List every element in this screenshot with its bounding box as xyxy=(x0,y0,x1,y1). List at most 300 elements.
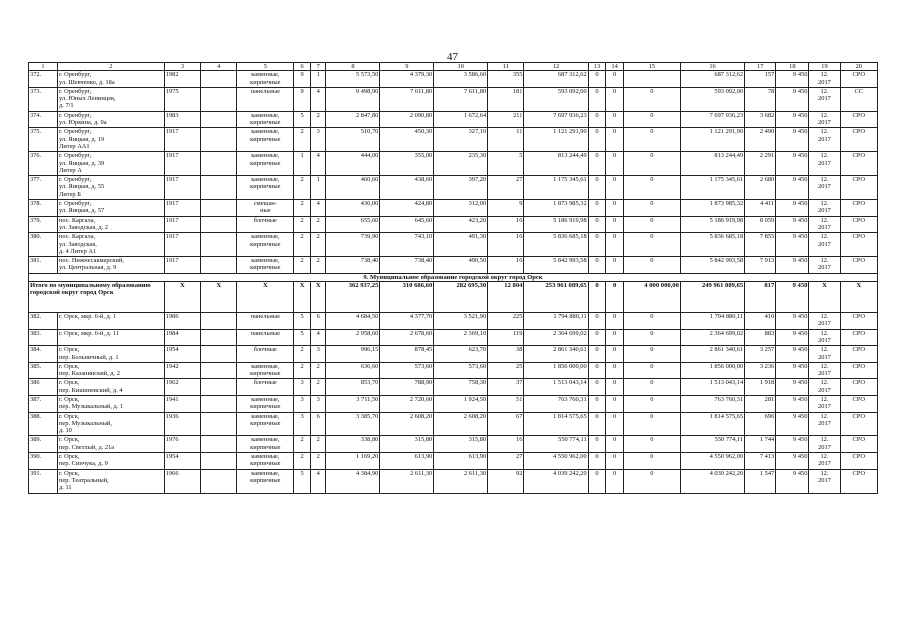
c11-cell: 27 xyxy=(488,453,524,470)
c8-cell: 4 684,50 xyxy=(326,313,380,330)
section-title: 9. Муниципальное образование городской округ город Орск xyxy=(29,273,878,281)
row-number-cell: 372. xyxy=(29,71,58,88)
deadline-cell: 12. 2017 xyxy=(809,216,840,233)
column-number-cell: 16 xyxy=(680,63,744,71)
c17-cell: 696 xyxy=(745,412,776,436)
c15-cell: 0 xyxy=(623,128,680,152)
c11-cell: 5 xyxy=(488,152,524,176)
wall-material-cell: блочные xyxy=(237,216,294,233)
c16-cell: 1 121 291,90 xyxy=(680,128,744,152)
c13-cell: 0 xyxy=(588,329,606,346)
col4-cell xyxy=(201,362,237,379)
table-row xyxy=(29,395,878,412)
c14-cell: 0 xyxy=(606,128,624,152)
c17-cell: 7 913 xyxy=(745,257,776,274)
deadline-cell: 12. 2017 xyxy=(809,111,840,128)
deadline-cell: 12. 2017 xyxy=(809,436,840,453)
table-row xyxy=(29,216,878,233)
wall-material-cell: панельные xyxy=(237,329,294,346)
column-number-cell: 9 xyxy=(380,63,434,71)
deadline-cell: 12. 2017 xyxy=(809,71,840,88)
c18-cell: 9 450 xyxy=(776,216,809,233)
c18-cell: 9 450 xyxy=(776,469,809,493)
c17-cell: 78 xyxy=(745,87,776,111)
c6-cell: 9 xyxy=(294,87,311,111)
c16-cell: 1 175 345,61 xyxy=(680,176,744,200)
c15-cell: 0 xyxy=(623,436,680,453)
c13-cell: 0 xyxy=(588,152,606,176)
method-cell: СРО xyxy=(840,412,877,436)
c16-cell: 1 513 043,14 xyxy=(680,379,744,396)
row-number-cell: 375. xyxy=(29,128,58,152)
c10-cell: 7 611,80 xyxy=(434,87,488,111)
col4-cell xyxy=(201,395,237,412)
c13-cell: 0 xyxy=(588,436,606,453)
table-row xyxy=(29,379,878,396)
table-row xyxy=(29,233,878,257)
c8-cell: 738,40 xyxy=(326,257,380,274)
c8-cell: 436,00 xyxy=(326,200,380,217)
c17-cell: 281 xyxy=(745,395,776,412)
address-cell: пос. Каргала, ул. Заводская, д. 2 xyxy=(58,216,165,233)
c18-cell: 9 450 xyxy=(776,313,809,330)
c10-cell: 327,10 xyxy=(434,128,488,152)
table-row xyxy=(29,329,878,346)
c11-cell: 16 xyxy=(488,257,524,274)
c11-cell: 16 xyxy=(488,216,524,233)
c16-cell: 5 186 919,98 xyxy=(680,216,744,233)
method-cell: СРО xyxy=(840,379,877,396)
c12-cell: 1 513 043,14 xyxy=(524,379,588,396)
c18-cell: 9 450 xyxy=(776,257,809,274)
total-c18: 9 450 xyxy=(776,282,809,313)
col4-cell xyxy=(201,379,237,396)
column-number-cell: 14 xyxy=(606,63,624,71)
column-number-cell: 13 xyxy=(588,63,606,71)
c12-cell: 813 244,49 xyxy=(524,152,588,176)
c6-cell: 2 xyxy=(294,176,311,200)
year-cell: 1917 xyxy=(164,152,200,176)
table-row xyxy=(29,128,878,152)
c8-cell: 996,15 xyxy=(326,346,380,363)
table-row xyxy=(29,152,878,176)
c17-cell: 3 257 xyxy=(745,346,776,363)
c15-cell: 0 xyxy=(623,313,680,330)
total-label: Итого по муниципальному образованию городской округ город Орск xyxy=(29,282,165,313)
column-number-row xyxy=(29,63,878,71)
c17-cell: 3 236 xyxy=(745,362,776,379)
deadline-cell: 12. 2017 xyxy=(809,233,840,257)
total-c6: X xyxy=(294,282,311,313)
method-cell: СРО xyxy=(840,257,877,274)
c7-cell: 2 xyxy=(310,233,326,257)
address-cell: г. Оренбург, ул. Юркина, д. 9а xyxy=(58,111,165,128)
column-number-cell: 4 xyxy=(201,63,237,71)
method-cell: СРО xyxy=(840,128,877,152)
year-cell: 1984 xyxy=(164,329,200,346)
c16-cell: 2 861 340,61 xyxy=(680,346,744,363)
c6-cell: 3 xyxy=(294,379,311,396)
c14-cell: 0 xyxy=(606,412,624,436)
row-number-cell: 376. xyxy=(29,152,58,176)
wall-material-cell: каменные, кирпичные xyxy=(237,176,294,200)
c17-cell: 8 059 xyxy=(745,216,776,233)
c8-cell: 853,70 xyxy=(326,379,380,396)
deadline-cell: 12. 2017 xyxy=(809,128,840,152)
c10-cell: 423,20 xyxy=(434,216,488,233)
address-cell: г. Орск, мкр. 6-й, д. 11 xyxy=(58,329,165,346)
method-cell: СРО xyxy=(840,329,877,346)
c10-cell: 235,30 xyxy=(434,152,488,176)
total-c12: 253 961 089,65 xyxy=(524,282,588,313)
row-number-cell: 385. xyxy=(29,362,58,379)
c10-cell: 490,50 xyxy=(434,257,488,274)
year-cell: 1942 xyxy=(164,362,200,379)
year-cell: 1917 xyxy=(164,200,200,217)
c12-cell: 5 186 919,98 xyxy=(524,216,588,233)
row-number-cell: 377. xyxy=(29,176,58,200)
method-cell: СРО xyxy=(840,71,877,88)
c7-cell: 3 xyxy=(310,128,326,152)
row-number-cell: 384. xyxy=(29,346,58,363)
c10-cell: 573,60 xyxy=(434,362,488,379)
total-c19: X xyxy=(809,282,840,313)
total-c7: X xyxy=(310,282,326,313)
c6-cell: 2 xyxy=(294,257,311,274)
year-cell: 1966 xyxy=(164,469,200,493)
c15-cell: 0 xyxy=(623,216,680,233)
section-title-row xyxy=(29,273,878,281)
c7-cell: 4 xyxy=(310,469,326,493)
c8-cell: 636,60 xyxy=(326,362,380,379)
col4-cell xyxy=(201,469,237,493)
c7-cell: 4 xyxy=(310,329,326,346)
c10-cell: 758,30 xyxy=(434,379,488,396)
c13-cell: 0 xyxy=(588,71,606,88)
c8-cell: 3 711,50 xyxy=(326,395,380,412)
row-number-cell: 386 xyxy=(29,379,58,396)
table-row xyxy=(29,346,878,363)
c8-cell: 3 385,70 xyxy=(326,412,380,436)
c13-cell: 0 xyxy=(588,346,606,363)
c16-cell: 5 842 993,58 xyxy=(680,257,744,274)
deadline-cell: 12. 2017 xyxy=(809,176,840,200)
c15-cell: 0 xyxy=(623,379,680,396)
c16-cell: 5 836 685,18 xyxy=(680,233,744,257)
column-number-cell: 11 xyxy=(488,63,524,71)
year-cell: 1917 xyxy=(164,257,200,274)
c8-cell: 5 573,50 xyxy=(326,71,380,88)
c9-cell: 424,80 xyxy=(380,200,434,217)
year-cell: 1917 xyxy=(164,216,200,233)
c7-cell: 2 xyxy=(310,379,326,396)
row-number-cell: 383. xyxy=(29,329,58,346)
wall-material-cell: блочные xyxy=(237,346,294,363)
c12-cell: 5 836 685,18 xyxy=(524,233,588,257)
table-row xyxy=(29,469,878,493)
c7-cell: 4 xyxy=(310,200,326,217)
year-cell: 1954 xyxy=(164,346,200,363)
c13-cell: 0 xyxy=(588,200,606,217)
c7-cell: 2 xyxy=(310,362,326,379)
table-row xyxy=(29,200,878,217)
c7-cell: 2 xyxy=(310,111,326,128)
page-number: 47 xyxy=(447,51,458,63)
address-cell: г. Орск, мкр. 6-й, д. 1 xyxy=(58,313,165,330)
c14-cell: 0 xyxy=(606,395,624,412)
year-cell: 1982 xyxy=(164,71,200,88)
c11-cell: 211 xyxy=(488,111,524,128)
year-cell: 1936 xyxy=(164,412,200,436)
c14-cell: 0 xyxy=(606,436,624,453)
column-number-cell: 2 xyxy=(58,63,165,71)
column-number-cell: 18 xyxy=(776,63,809,71)
deadline-cell: 12. 2017 xyxy=(809,412,840,436)
wall-material-cell: каменные, кирпичные xyxy=(237,71,294,88)
c6-cell: 5 xyxy=(294,111,311,128)
c9-cell: 743,10 xyxy=(380,233,434,257)
c12-cell: 4 550 962,00 xyxy=(524,453,588,470)
c6-cell: 5 xyxy=(294,329,311,346)
c7-cell: 3 xyxy=(310,395,326,412)
c13-cell: 0 xyxy=(588,111,606,128)
method-cell: СРО xyxy=(840,453,877,470)
row-number-cell: 373. xyxy=(29,87,58,111)
c12-cell: 1 121 291,90 xyxy=(524,128,588,152)
c9-cell: 315,80 xyxy=(380,436,434,453)
total-c5: X xyxy=(237,282,294,313)
deadline-cell: 12. 2017 xyxy=(809,379,840,396)
col4-cell xyxy=(201,412,237,436)
wall-material-cell: каменные, кирпичные xyxy=(237,152,294,176)
c15-cell: 0 xyxy=(623,111,680,128)
c6-cell: 2 xyxy=(294,453,311,470)
c12-cell: 1 814 575,65 xyxy=(524,412,588,436)
c17-cell: 883 xyxy=(745,329,776,346)
c6-cell: 5 xyxy=(294,469,311,493)
c14-cell: 0 xyxy=(606,152,624,176)
c9-cell: 7 611,80 xyxy=(380,87,434,111)
c14-cell: 0 xyxy=(606,257,624,274)
c10-cell: 397,20 xyxy=(434,176,488,200)
c14-cell: 0 xyxy=(606,200,624,217)
c14-cell: 0 xyxy=(606,346,624,363)
c16-cell: 813 244,49 xyxy=(680,152,744,176)
c15-cell: 0 xyxy=(623,200,680,217)
col4-cell xyxy=(201,346,237,363)
wall-material-cell: каменные, кирпичные xyxy=(237,412,294,436)
row-number-cell: 387. xyxy=(29,395,58,412)
total-c17: 817 xyxy=(745,282,776,313)
c16-cell: 7 697 936,23 xyxy=(680,111,744,128)
c15-cell: 0 xyxy=(623,329,680,346)
c14-cell: 0 xyxy=(606,379,624,396)
wall-material-cell: каменные, кирпичные xyxy=(237,469,294,493)
column-number-cell: 8 xyxy=(326,63,380,71)
column-number-cell: 15 xyxy=(623,63,680,71)
c9-cell: 4 377,70 xyxy=(380,313,434,330)
col4-cell xyxy=(201,200,237,217)
total-c16: 249 961 089,65 xyxy=(680,282,744,313)
method-cell: СРО xyxy=(840,469,877,493)
c9-cell: 2 090,80 xyxy=(380,111,434,128)
row-number-cell: 389. xyxy=(29,436,58,453)
c11-cell: 37 xyxy=(488,379,524,396)
c17-cell: 4 411 xyxy=(745,200,776,217)
c7-cell: 6 xyxy=(310,313,326,330)
c15-cell: 0 xyxy=(623,362,680,379)
address-cell: г. Оренбург, ул. Юных Ленинцев, д. 7/1 xyxy=(58,87,165,111)
c9-cell: 450,30 xyxy=(380,128,434,152)
c18-cell: 9 450 xyxy=(776,395,809,412)
column-number-cell: 6 xyxy=(294,63,311,71)
c16-cell: 687 312,62 xyxy=(680,71,744,88)
wall-material-cell: панельные xyxy=(237,313,294,330)
table-row xyxy=(29,313,878,330)
column-number-cell: 19 xyxy=(809,63,840,71)
c13-cell: 0 xyxy=(588,233,606,257)
c18-cell: 9 450 xyxy=(776,200,809,217)
address-cell: г. Орск, пер. Светлый, д. 21а xyxy=(58,436,165,453)
method-cell: СС xyxy=(840,87,877,111)
c15-cell: 0 xyxy=(623,469,680,493)
c13-cell: 0 xyxy=(588,257,606,274)
address-cell: г. Орск, пер. Синчука, д. 9 xyxy=(58,453,165,470)
c7-cell: 2 xyxy=(310,257,326,274)
total-c10: 282 695,30 xyxy=(434,282,488,313)
c12-cell: 7 697 936,23 xyxy=(524,111,588,128)
row-number-cell: 391. xyxy=(29,469,58,493)
c8-cell: 460,60 xyxy=(326,176,380,200)
year-cell: 1975 xyxy=(164,87,200,111)
c8-cell: 4 384,90 xyxy=(326,469,380,493)
c10-cell: 2 611,30 xyxy=(434,469,488,493)
table-row xyxy=(29,87,878,111)
c13-cell: 0 xyxy=(588,216,606,233)
address-cell: г. Оренбург, ул. Яицкая, д. 19 Литер АА1 xyxy=(58,128,165,152)
c11-cell: 38 xyxy=(488,346,524,363)
total-c8: 362 937,25 xyxy=(326,282,380,313)
address-cell: г. Орск, пер. Театральный, д. 11 xyxy=(58,469,165,493)
wall-material-cell: каменные, кирпичные xyxy=(237,453,294,470)
c17-cell: 7 413 xyxy=(745,453,776,470)
c10-cell: 491,30 xyxy=(434,233,488,257)
c11-cell: 181 xyxy=(488,87,524,111)
c9-cell: 788,90 xyxy=(380,379,434,396)
year-cell: 1941 xyxy=(164,395,200,412)
c9-cell: 645,60 xyxy=(380,216,434,233)
c11-cell: 51 xyxy=(488,395,524,412)
year-cell: 1976 xyxy=(164,436,200,453)
c6-cell: 9 xyxy=(294,71,311,88)
c15-cell: 0 xyxy=(623,176,680,200)
c9-cell: 2 608,20 xyxy=(380,412,434,436)
total-row xyxy=(29,282,878,313)
total-c13: 0 xyxy=(588,282,606,313)
c6-cell: 2 xyxy=(294,216,311,233)
wall-material-cell: блочные xyxy=(237,379,294,396)
c12-cell: 4 039 242,20 xyxy=(524,469,588,493)
wall-material-cell: каменные, кирпичные xyxy=(237,362,294,379)
total-c15: 4 000 000,00 xyxy=(623,282,680,313)
table-row xyxy=(29,257,878,274)
col4-cell xyxy=(201,87,237,111)
c6-cell: 2 xyxy=(294,200,311,217)
c14-cell: 0 xyxy=(606,329,624,346)
c16-cell: 4 039 242,20 xyxy=(680,469,744,493)
c12-cell: 5 842 993,58 xyxy=(524,257,588,274)
address-cell: г. Оренбург, ул. Яицкая, д. 57 xyxy=(58,200,165,217)
c7-cell: 4 xyxy=(310,87,326,111)
c11-cell: 27 xyxy=(488,176,524,200)
c15-cell: 0 xyxy=(623,395,680,412)
c7-cell: 6 xyxy=(310,412,326,436)
c6-cell: 2 xyxy=(294,233,311,257)
c14-cell: 0 xyxy=(606,362,624,379)
col4-cell xyxy=(201,453,237,470)
c13-cell: 0 xyxy=(588,469,606,493)
method-cell: СРО xyxy=(840,233,877,257)
address-cell: г. Орск, пер. Музыкальный, д. 1 xyxy=(58,395,165,412)
c18-cell: 9 450 xyxy=(776,329,809,346)
row-number-cell: 379. xyxy=(29,216,58,233)
c13-cell: 0 xyxy=(588,395,606,412)
c12-cell: 1 794 880,11 xyxy=(524,313,588,330)
c12-cell: 1 873 985,32 xyxy=(524,200,588,217)
c6-cell: 3 xyxy=(294,412,311,436)
c15-cell: 0 xyxy=(623,233,680,257)
address-cell: г. Орск, пер. Кишиневский, д. 4 xyxy=(58,379,165,396)
col4-cell xyxy=(201,257,237,274)
address-cell: г. Оренбург, ул. Яицкая, д. 39 Литер А xyxy=(58,152,165,176)
table-row xyxy=(29,176,878,200)
c11-cell: 25 xyxy=(488,362,524,379)
method-cell: СРО xyxy=(840,152,877,176)
table-body xyxy=(29,63,878,494)
method-cell: СРО xyxy=(840,200,877,217)
table-row xyxy=(29,412,878,436)
c16-cell: 593 092,00 xyxy=(680,87,744,111)
table-row xyxy=(29,436,878,453)
c16-cell: 1 856 000,00 xyxy=(680,362,744,379)
c15-cell: 0 xyxy=(623,453,680,470)
table-row xyxy=(29,362,878,379)
address-cell: г. Орск, пер. Больничный, д. 1 xyxy=(58,346,165,363)
c10-cell: 312,00 xyxy=(434,200,488,217)
table-row xyxy=(29,71,878,88)
deadline-cell: 12. 2017 xyxy=(809,346,840,363)
address-cell: г. Оренбург, ул. Шевченко, д. 18а xyxy=(58,71,165,88)
housing-registry-table xyxy=(28,62,878,494)
col4-cell xyxy=(201,313,237,330)
method-cell: СРО xyxy=(840,176,877,200)
wall-material-cell: каменные, кирпичные xyxy=(237,395,294,412)
c16-cell: 1 873 985,32 xyxy=(680,200,744,217)
year-cell: 1917 xyxy=(164,233,200,257)
col4-cell xyxy=(201,233,237,257)
c8-cell: 739,90 xyxy=(326,233,380,257)
c17-cell: 7 855 xyxy=(745,233,776,257)
c16-cell: 550 774,11 xyxy=(680,436,744,453)
c17-cell: 2 490 xyxy=(745,128,776,152)
c14-cell: 0 xyxy=(606,469,624,493)
col4-cell xyxy=(201,216,237,233)
address-cell: г. Оренбург, ул. Яицкая, д. 55 Литер Б xyxy=(58,176,165,200)
c13-cell: 0 xyxy=(588,379,606,396)
deadline-cell: 12. 2017 xyxy=(809,200,840,217)
year-cell: 1917 xyxy=(164,128,200,152)
c9-cell: 2 611,30 xyxy=(380,469,434,493)
